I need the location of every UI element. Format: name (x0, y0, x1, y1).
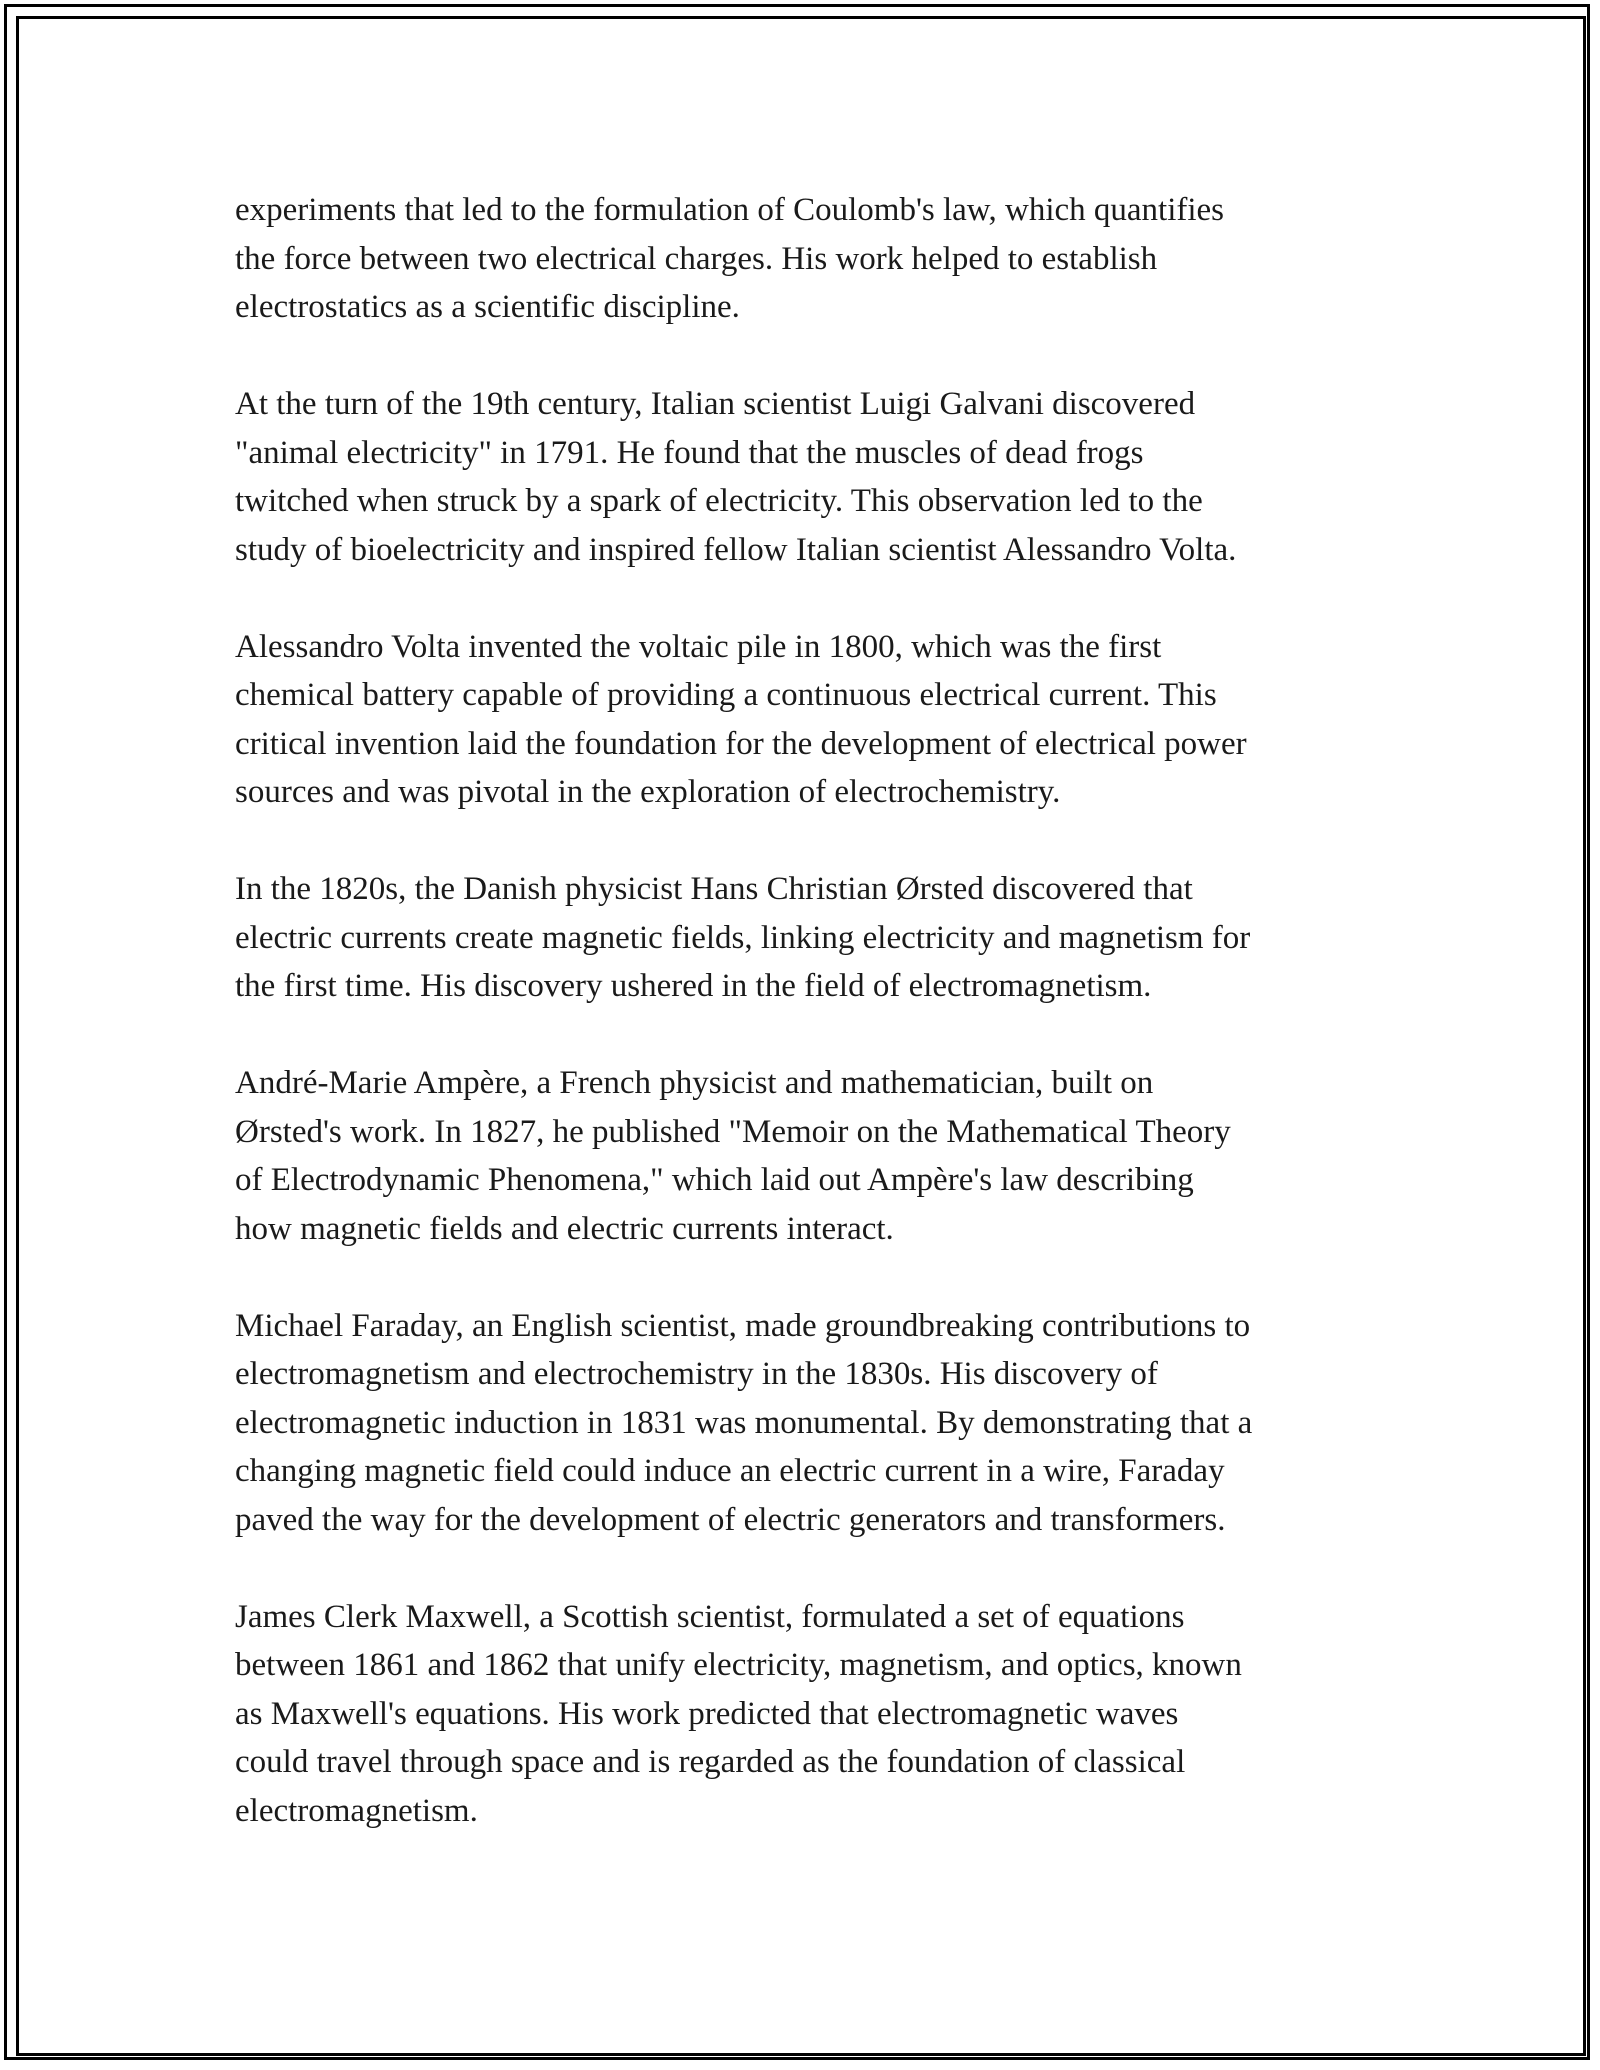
document-body (235, 186, 1375, 1884)
paragraph-maxwell: James Clerk Maxwell, a Scottish scientist, formulated a set of equations between 1861 and 1862 that unify electricity, magnetism, and optics, known as Maxwell's equations. His work predicted that electromagnetic waves could travel through space and is regarded as the foundation of classical electromagnetism. (235, 1598, 1242, 1829)
paragraph-faraday: Michael Faraday, an English scientist, made groundbreaking contributions to electromagnetism and electrochemistry in the 1830s. His discovery of electromagnetic induction in 1831 was monumental. By demonstrating that a changing magnetic field could induce an electric current in a wire, Faraday paved the way for the development of electric generators and transformers. (235, 1307, 1253, 1538)
paragraph-ampere: André-Marie Ampère, a French physicist and mathematician, built on Ørsted's work. In 1827, he published "Memoir on the Mathematical Theory of Electrodynamic Phenomena," which laid out Ampère's law describing how magnetic fields and electric currents interact. (235, 1065, 1231, 1247)
paragraph-galvani: At the turn of the 19th century, Italian scientist Luigi Galvani discovered "animal electricity" in 1791. He found that the muscles of dead frogs twitched when struck by a spark of electricity. This observation led to the study of bioelectricity and inspired fellow Italian scientist Alessandro Volta. (235, 386, 1237, 568)
paragraph-orsted: In the 1820s, the Danish physicist Hans Christian Ørsted discovered that electric currents create magnetic fields, linking electricity and magnetism for the first time. His discovery ushered in the field of electromagnetism. (235, 871, 1251, 1004)
paragraph-coulomb: experiments that led to the formulation of Coulomb's law, which quantifies the force between two electrical charges. His work helped to establish electrostatics as a scientific discipline. (235, 192, 1225, 325)
paragraph-volta: Alessandro Volta invented the voltaic pile in 1800, which was the first chemical battery capable of providing a continuous electrical current. This critical invention laid the foundation for the development of electrical power sources and was pivotal in the exploration of electrochemistry. (235, 628, 1247, 810)
